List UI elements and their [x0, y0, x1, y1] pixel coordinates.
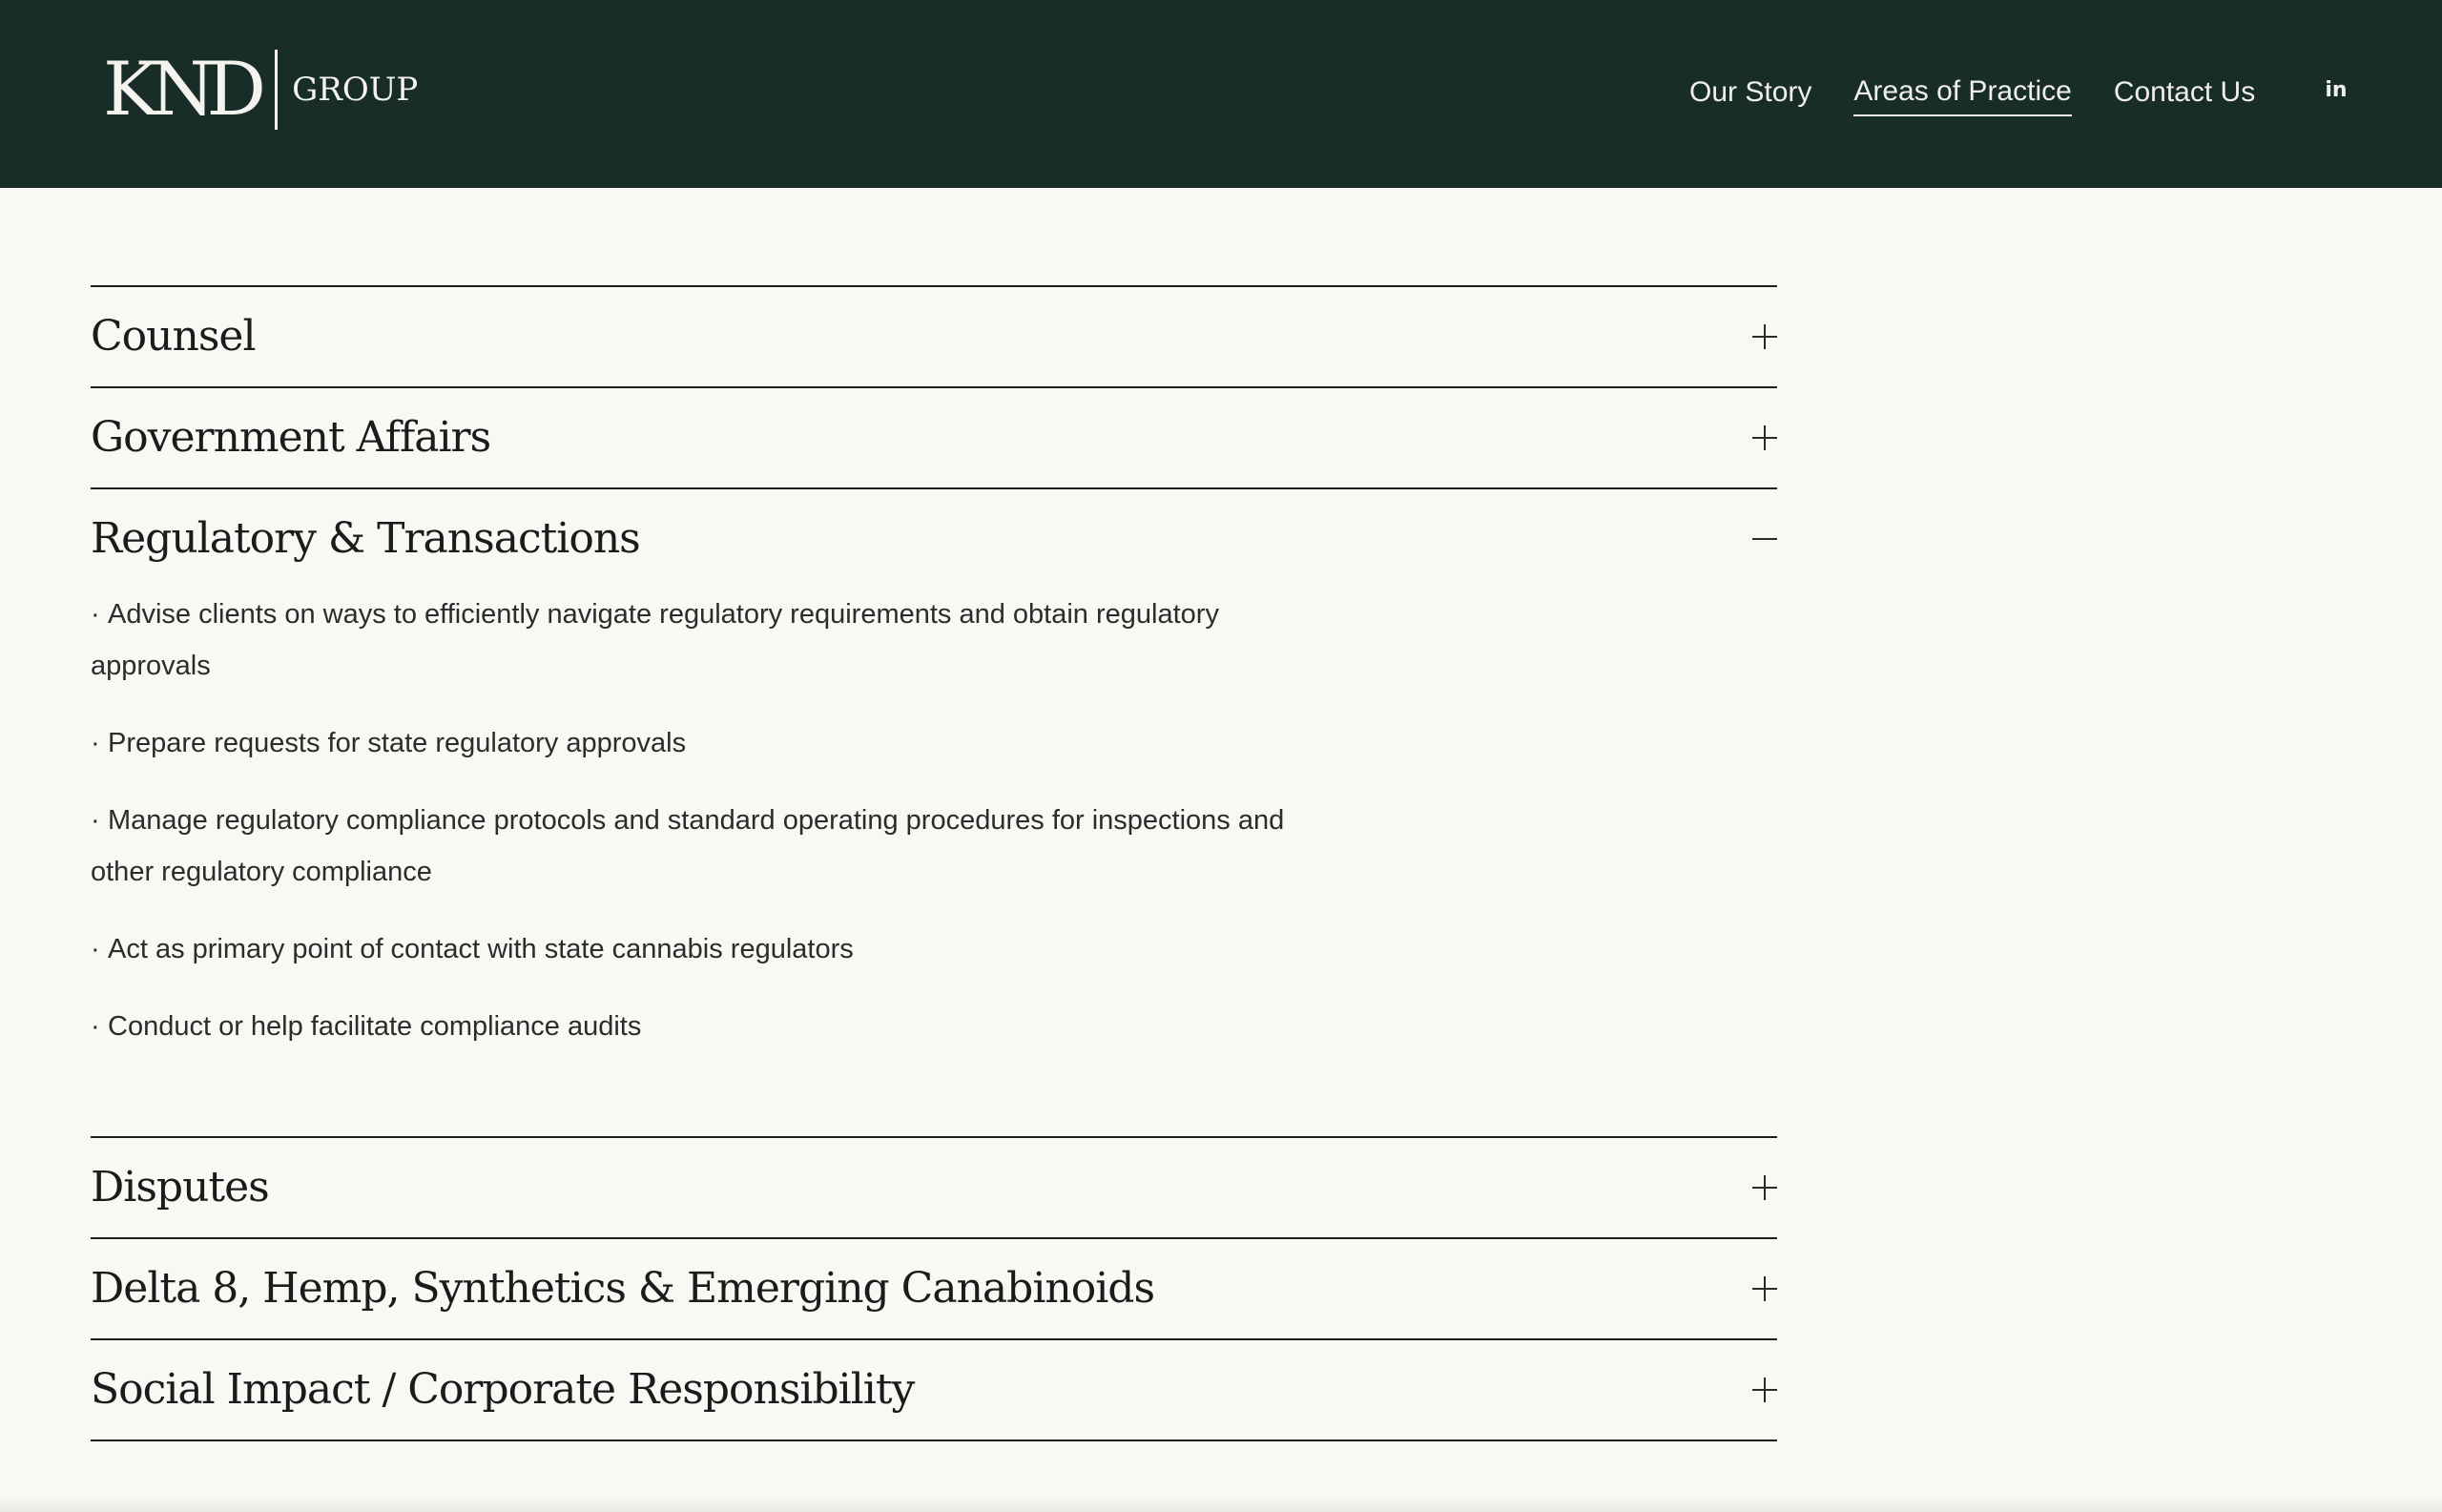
list-item: [91, 923, 1293, 975]
minus-icon[interactable]: [1752, 527, 1777, 551]
nav-our-story[interactable]: Our Story: [1689, 76, 1812, 108]
accordion-header[interactable]: [91, 1340, 1777, 1440]
nav-areas-of-practice[interactable]: Areas of Practice: [1853, 69, 2071, 116]
bullet: ·: [91, 599, 100, 630]
plus-icon[interactable]: [1752, 1175, 1777, 1200]
accordion-title: Government Affairs: [91, 413, 491, 462]
accordion-header[interactable]: [91, 388, 1777, 487]
list-item: [91, 717, 1293, 769]
accordion-item-regulatory-transactions: [91, 487, 1777, 1136]
site-header: [0, 0, 2442, 188]
accordion-item-delta-8: [91, 1237, 1777, 1338]
list-item: [91, 795, 1293, 898]
logo-mark: KND: [103, 47, 259, 133]
linkedin-icon[interactable]: in: [2325, 78, 2348, 102]
list-item: [91, 1001, 1293, 1052]
accordion-header[interactable]: [91, 287, 1777, 386]
accordion-title: Disputes: [91, 1163, 269, 1212]
plus-icon[interactable]: [1752, 425, 1777, 450]
main-nav: [1689, 69, 2255, 116]
nav-contact-us[interactable]: Contact Us: [2113, 76, 2256, 108]
accordion-item-government-affairs: [91, 386, 1777, 487]
accordion-title: Counsel: [91, 312, 256, 361]
list-item-text: Advise clients on ways to efficiently navigate regulatory requirements and obtain regulatory approvals: [91, 599, 1219, 681]
accordion-panel: [91, 589, 1777, 1136]
logo-word: GROUP: [292, 71, 419, 109]
plus-icon[interactable]: [1752, 1276, 1777, 1301]
accordion-header[interactable]: [91, 1239, 1777, 1338]
accordion-title: Social Impact / Corporate Responsibility: [91, 1365, 915, 1414]
accordion-item-counsel: [91, 285, 1777, 386]
accordion-header[interactable]: [91, 489, 1777, 589]
accordion-header[interactable]: [91, 1138, 1777, 1237]
plus-icon[interactable]: [1752, 324, 1777, 349]
accordion-title: Delta 8, Hemp, Synthetics & Emerging Canabinoids: [91, 1264, 1155, 1313]
list-item-text: Manage regulatory compliance protocols and standard operating procedures for inspections and other regulatory compliance: [91, 805, 1285, 887]
accordion-item-disputes: [91, 1136, 1777, 1237]
logo-divider: [275, 50, 278, 130]
accordion-title: Regulatory & Transactions: [91, 514, 640, 563]
page-bottom-edge: [0, 1496, 2442, 1512]
list-item-text: Act as primary point of contact with state cannabis regulators: [108, 934, 854, 964]
practice-areas-accordion: [91, 285, 1777, 1441]
accordion-item-social-impact: [91, 1338, 1777, 1441]
list-item-text: Conduct or help facilitate compliance audits: [108, 1011, 642, 1042]
bullet: ·: [91, 805, 100, 836]
list-item-text: Prepare requests for state regulatory approvals: [108, 728, 687, 758]
plus-icon[interactable]: [1752, 1377, 1777, 1402]
bullet: ·: [91, 728, 100, 758]
bullet: ·: [91, 1011, 100, 1042]
practice-points-list: [91, 589, 1293, 1052]
bullet: ·: [91, 934, 100, 964]
logo[interactable]: [103, 47, 419, 133]
list-item: [91, 589, 1293, 692]
